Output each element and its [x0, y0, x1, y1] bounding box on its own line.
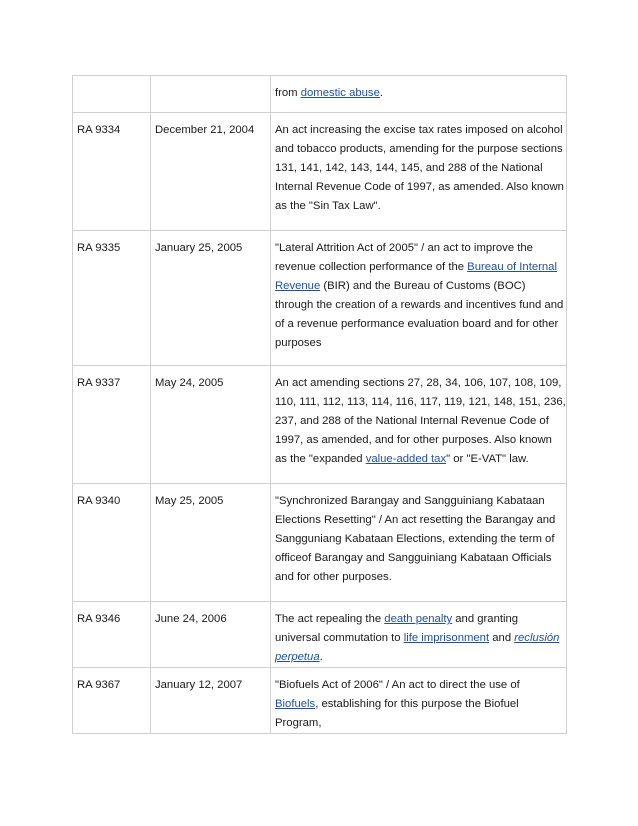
- law-description-cell: [271, 602, 567, 668]
- description-text: "Synchronized Barangay and Sangguiniang Kabataan Elections Resetting" / An act resetting the Barangay and Sangguniang Kabataan Elections, extending the term of officeof Barangay and Sangguiniang Kabataan Officials and for other purposes.: [275, 495, 556, 583]
- law-number-cell: [73, 668, 151, 734]
- law-description: [275, 668, 566, 733]
- description-text: from: [275, 87, 301, 99]
- table-row: [73, 668, 567, 734]
- table-row: [73, 231, 567, 366]
- table-row: [73, 602, 567, 668]
- description-text: .: [319, 651, 323, 663]
- law-date-cell: [151, 76, 271, 113]
- law-number: RA 9340: [77, 495, 121, 507]
- law-description: [275, 484, 566, 587]
- law-date: [155, 76, 270, 84]
- description-text: " or "E-VAT" law.: [446, 453, 529, 465]
- law-date: May 24, 2005: [155, 377, 224, 389]
- law-description: [275, 76, 566, 103]
- law-number-cell: [73, 366, 151, 484]
- description-text: , establishing for this purpose the Biofuel Program,: [275, 698, 519, 729]
- law-number-cell: [73, 76, 151, 113]
- law-date: December 21, 2004: [155, 124, 255, 136]
- law-date-cell: [151, 231, 271, 366]
- law-description: [275, 231, 566, 353]
- law-date-cell: [151, 668, 271, 734]
- description-link[interactable]: Bureau of Internal Revenue: [275, 261, 557, 292]
- law-date: June 24, 2006: [155, 613, 227, 625]
- description-text: .: [379, 87, 383, 99]
- description-text: An act amending sections 27, 28, 34, 106, 107, 108, 109, 110, 111, 112, 113, 114, 116, 117, 119, 121, 148, 151, 236, 237, and 288 of the National Internal Revenue Code of 1997, as amended, and for other purposes. Also known as the "expanded: [275, 377, 566, 465]
- law-description: [275, 113, 566, 216]
- description-link[interactable]: value-added tax: [365, 453, 447, 465]
- law-description: [275, 366, 566, 469]
- law-description-cell: [271, 668, 567, 734]
- law-date: January 12, 2007: [155, 679, 243, 691]
- law-description-cell: [271, 113, 567, 231]
- law-number-cell: [73, 231, 151, 366]
- law-description-cell: [271, 484, 567, 602]
- law-number-cell: [73, 602, 151, 668]
- law-number-cell: [73, 484, 151, 602]
- law-description: [275, 602, 566, 667]
- description-link[interactable]: reclusión perpetua: [275, 632, 560, 663]
- description-link[interactable]: death penalty: [384, 613, 453, 625]
- description-text: and granting universal commutation to: [275, 613, 519, 644]
- law-number: [77, 76, 150, 84]
- laws-table: [72, 75, 567, 734]
- law-number: RA 9335: [77, 242, 121, 254]
- description-text: (BIR) and the Bureau of Customs (BOC) through the creation of a rewards and incentives fund and of a revenue performance evaluation board and for other purposes: [275, 280, 564, 349]
- description-link[interactable]: Biofuels: [275, 698, 316, 710]
- law-description-cell: [271, 366, 567, 484]
- law-date-cell: [151, 113, 271, 231]
- table-row: [73, 366, 567, 484]
- law-number-cell: [73, 113, 151, 231]
- law-date: January 25, 2005: [155, 242, 243, 254]
- table-row: [73, 76, 567, 113]
- table-row: [73, 484, 567, 602]
- law-description-cell: [271, 231, 567, 366]
- law-number: RA 9334: [77, 124, 121, 136]
- law-number: RA 9337: [77, 377, 121, 389]
- law-description-cell: [271, 76, 567, 113]
- law-number: RA 9367: [77, 679, 121, 691]
- law-date: May 25, 2005: [155, 495, 224, 507]
- description-text: The act repealing the: [275, 613, 385, 625]
- description-text: "Lateral Attrition Act of 2005" / an act to improve the revenue collection performance of the: [275, 242, 533, 273]
- description-text: and: [489, 632, 515, 644]
- table-row: [73, 113, 567, 231]
- description-link[interactable]: domestic abuse: [300, 87, 380, 99]
- description-text: An act increasing the excise tax rates imposed on alcohol and tobacco products, amending for the purpose sections 131, 141, 142, 143, 144, 145, and 288 of the National Internal Revenue Code of 1997, as amended. Also known as the "Sin Tax Law".: [275, 124, 564, 212]
- law-date-cell: [151, 602, 271, 668]
- law-number: RA 9346: [77, 613, 121, 625]
- law-date-cell: [151, 366, 271, 484]
- description-link[interactable]: life imprisonment: [403, 632, 490, 644]
- description-text: "Biofuels Act of 2006" / An act to direct the use of: [275, 679, 520, 691]
- law-date-cell: [151, 484, 271, 602]
